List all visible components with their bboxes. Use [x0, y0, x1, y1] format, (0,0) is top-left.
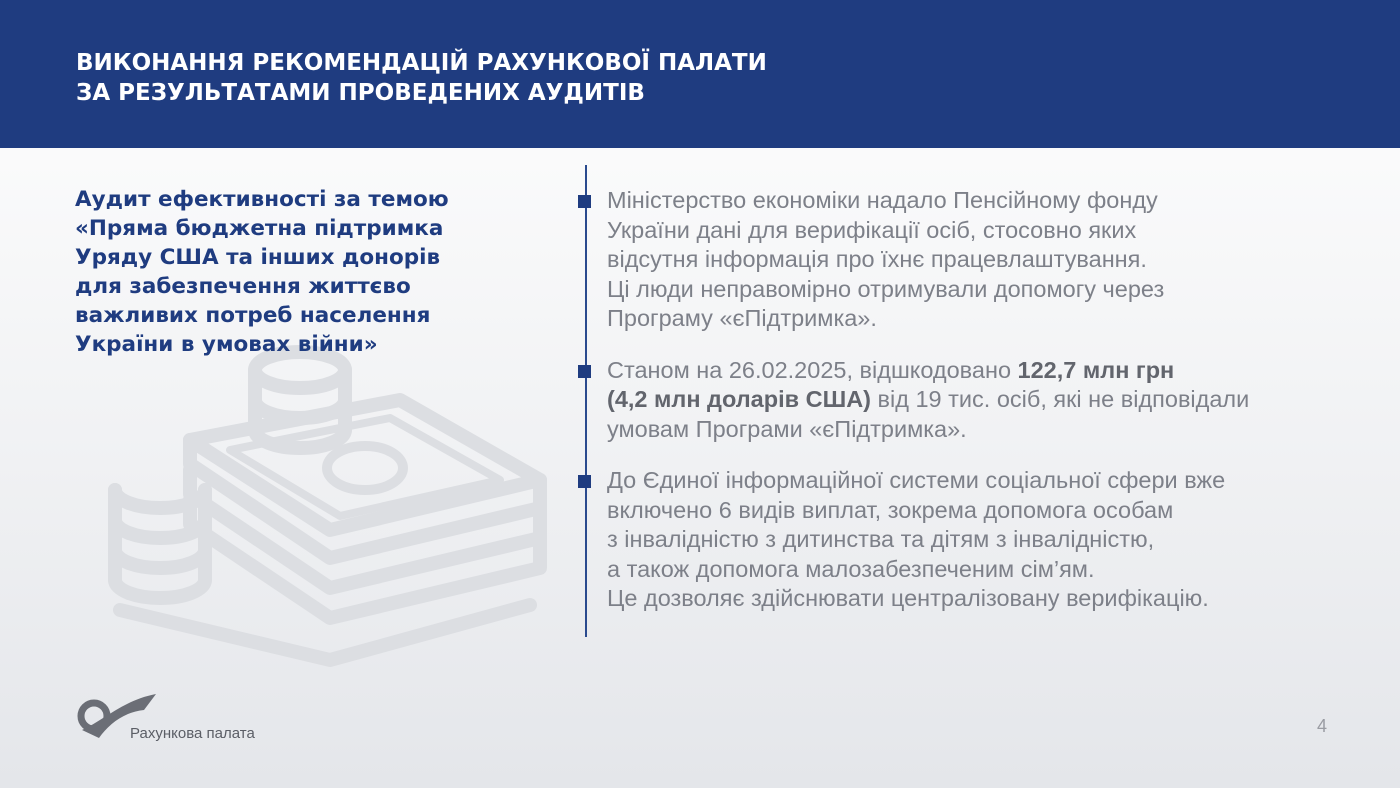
- finding-3-line-2: включено 6 видів виплат, зокрема допомога особам: [607, 496, 1174, 523]
- money-stack-icon: [100, 330, 570, 690]
- refund-amount-usd: (4,2 млн доларів США): [607, 386, 871, 412]
- logo-text: Рахункова палата: [130, 725, 255, 742]
- finding-3-line-1: До Єдиної інформаційної системи соціальної сфери вже: [607, 467, 1226, 493]
- finding-1-line-3: відсутня інформація про їхнє працевлаштування.: [607, 246, 1147, 272]
- square-bullet-icon: [578, 195, 591, 208]
- audit-title-line-6: України в умовах війни»: [75, 332, 378, 357]
- finding-3-line-4: а також допомога малозабезпеченим сім’ям.: [607, 555, 1095, 582]
- header-bar: [0, 0, 1400, 148]
- page-title: [76, 48, 767, 108]
- findings-list: [578, 186, 1378, 636]
- audit-title-line-5: важливих потреб населення: [75, 303, 431, 328]
- finding-1-line-5: Програму «єПідтримка».: [607, 305, 877, 331]
- finding-1-line-1: Міністерство економіки надало Пенсійному фонду: [607, 187, 1158, 213]
- finding-1-line-4: Ці люди неправомірно отримували допомогу через: [607, 275, 1165, 302]
- page-title-line-2: ЗА РЕЗУЛЬТАТАМИ ПРОВЕДЕНИХ АУДИТІВ: [76, 80, 645, 106]
- finding-2-prefix: Станом на 26.02.2025, відшкодовано: [607, 356, 1018, 383]
- finding-3-line-3: з інвалідністю з дитинства та дітям з інвалідністю,: [607, 526, 1155, 552]
- square-bullet-icon: [578, 365, 591, 378]
- audit-title: [75, 185, 495, 359]
- finding-text-3: [607, 466, 1378, 614]
- finding-2-line-3: умовам Програми «єПідтримка».: [607, 415, 967, 442]
- square-bullet-icon: [578, 475, 591, 488]
- finding-text-1: [607, 186, 1378, 334]
- finding-2-line-1: [607, 356, 1378, 386]
- audit-title-line-4: для забезпечення життєво: [75, 274, 411, 299]
- finding-1-line-2: України дані для верифікації осіб, стосовно яких: [607, 216, 1137, 243]
- refund-amount-uah: 122,7 млн грн: [1017, 356, 1175, 383]
- list-item: [578, 466, 1378, 614]
- list-item: [578, 356, 1378, 445]
- audit-title-line-1: Аудит ефективності за темою: [75, 187, 449, 212]
- finding-2-suffix: від 19 тис. осіб, які не відповідали: [871, 386, 1250, 412]
- list-item: [578, 186, 1378, 334]
- page-title-line-1: ВИКОНАННЯ РЕКОМЕНДАЦІЙ РАХУНКОВОЇ ПАЛАТИ: [76, 50, 767, 76]
- finding-3-line-5: Це дозволяє здійснювати централізовану верифікацію.: [607, 585, 1209, 611]
- audit-title-line-3: Уряду США та інших донорів: [75, 245, 441, 270]
- finding-2-line-2: [607, 385, 1378, 415]
- audit-title-line-2: «Пряма бюджетна підтримка: [75, 216, 444, 241]
- finding-text-2: [607, 356, 1378, 445]
- page-number: 4: [1317, 716, 1328, 736]
